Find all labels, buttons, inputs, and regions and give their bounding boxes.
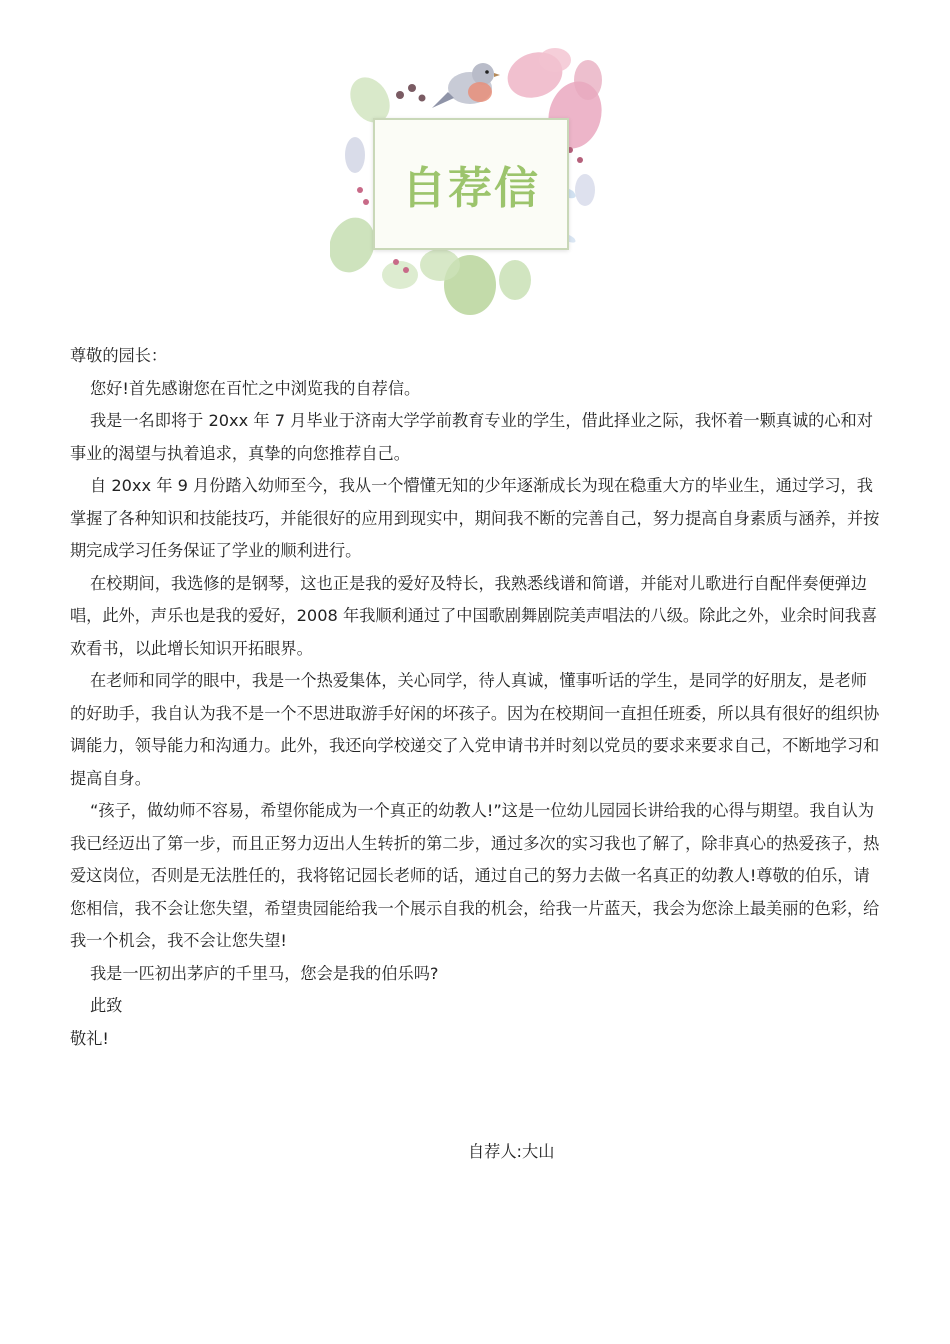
- letter-signature: 自荐人:大山: [468, 1142, 555, 1161]
- letter-salute: 敬礼!: [70, 1028, 109, 1048]
- title-card: [373, 118, 569, 250]
- letter-paragraph: “孩子，做幼师不容易，希望你能成为一个真正的幼教人!”这是一位幼儿园园长讲给我的心得与期望。我自认为我已经迈出了第一步，而且正努力迈出人生转折的第二步，通过多次的实习我也了解了，除非真心的热爱孩子，热爱这岗位，否则是无法胜任的，我将铭记园长老师的话，通过自己的努力去做一名真正的幼教人!尊敬的伯乐，请您相信，我不会让您失望，希望贵园能给我一个展示自我的机会，给我一片蓝天，我会为您涂上最美丽的色彩，给我一个机会，我不会让您失望!: [70, 801, 880, 950]
- letter-body: [70, 340, 882, 1055]
- letter-closing: 此致: [90, 996, 123, 1015]
- letter-paragraph: 自 20xx 年 9 月份踏入幼师至今，我从一个懵懂无知的少年逐渐成长为现在稳重大方的毕业生，通过学习，我掌握了各种知识和技能技巧，并能很好的应用到现实中，期间我不断的完善自己，努力提高自身素质与涵养，并按期完成学习任务保证了学业的顺利进行。: [70, 476, 880, 560]
- letter-paragraph: 您好!首先感谢您在百忙之中浏览我的自荐信。: [90, 378, 421, 398]
- letter-paragraph: 我是一匹初出茅庐的千里马，您会是我的伯乐吗?: [90, 963, 439, 983]
- letter-paragraph: 在校期间，我选修的是钢琴，这也正是我的爱好及特长，我熟悉线谱和简谱，并能对儿歌进行自配伴奏便弹边唱，此外，声乐也是我的爱好，2008 年我顺利通过了中国歌剧舞剧院美声唱法的八级。除此之外，业余时间我喜欢看书，以此增长知识开拓眼界。: [70, 573, 878, 658]
- letter-paragraph: 在老师和同学的眼中，我是一个热爱集体，关心同学，待人真诚，懂事听话的学生，是同学的好朋友，是老师的好助手，我自认为我不是一个不思进取游手好闲的坏孩子。因为在校期间一直担任班委，所以具有很好的组织协调能力，领导能力和沟通力。此外，我还向学校递交了入党申请书并时刻以党员的要求来要求自己，不断地学习和提高自身。: [70, 671, 880, 788]
- letter-greeting: 尊敬的园长：: [70, 346, 168, 365]
- page-title: 自荐信: [402, 163, 540, 214]
- letter-paragraph: 我是一名即将于 20xx 年 7 月毕业于济南大学学前教育专业的学生，借此择业之际，我怀着一颗真诚的心和对事业的渴望与执着追求，真挚的向您推荐自己。: [70, 411, 873, 463]
